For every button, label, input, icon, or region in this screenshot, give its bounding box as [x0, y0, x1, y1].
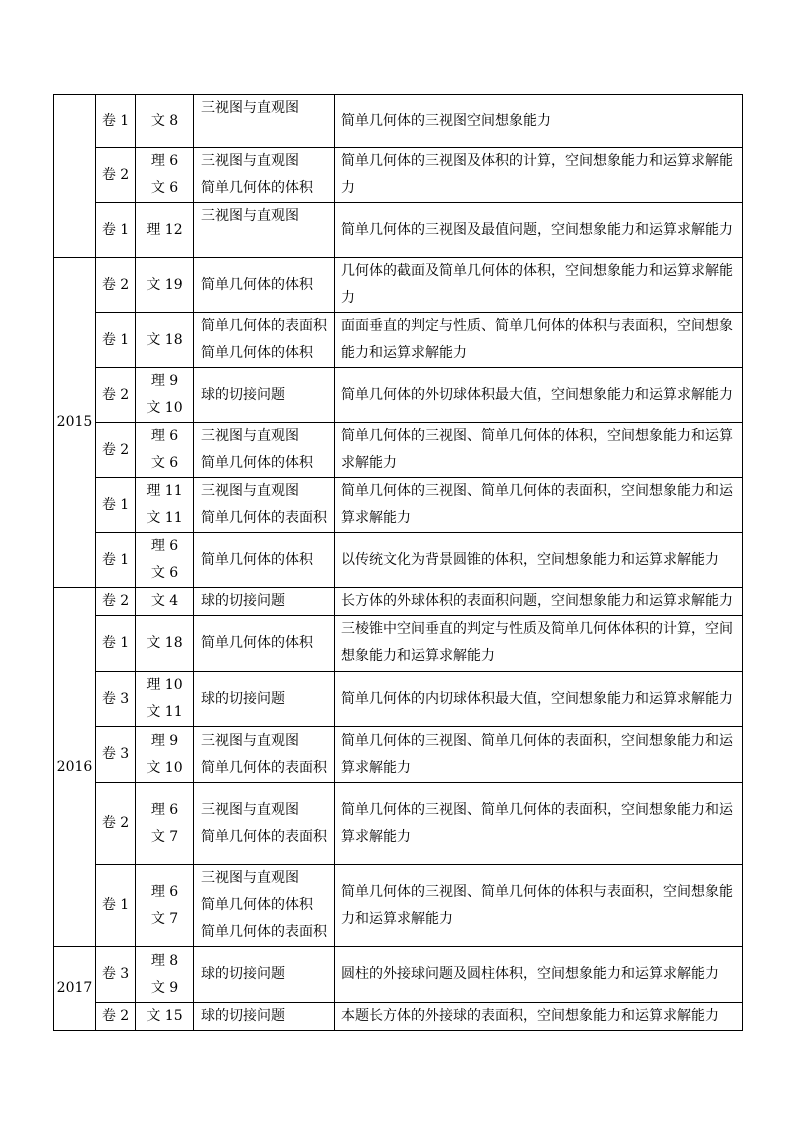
question-cell: 理 9 文 10: [136, 727, 194, 783]
paper-cell: 卷 2: [96, 783, 136, 865]
table-row: [54, 783, 743, 865]
year-cell: [54, 95, 96, 258]
year-cell: 2015: [54, 258, 96, 588]
topic-cell: 三视图与直观图 简单几何体的体积: [194, 148, 335, 203]
table-row: [54, 423, 743, 478]
note-cell: 圆柱的外接球问题及圆柱体积，空间想象能力和运算求解能力: [335, 947, 743, 1003]
note-cell: 面面垂直的判定与性质、简单几何体的体积与表面积，空间想象能力和运算求解能力: [335, 313, 743, 368]
question-cell: 文 18: [136, 313, 194, 368]
paper-cell: 卷 3: [96, 947, 136, 1003]
table-row: [54, 148, 743, 203]
paper-cell: 卷 1: [96, 478, 136, 533]
question-cell: 理 9 文 10: [136, 368, 194, 423]
note-cell: 简单几何体的三视图、简单几何体的表面积，空间想象能力和运算求解能力: [335, 727, 743, 783]
question-cell: 文 19: [136, 258, 194, 313]
topic-cell: 球的切接问题: [194, 672, 335, 727]
note-cell: 长方体的外球体积的表面积问题，空间想象能力和运算求解能力: [335, 588, 743, 616]
question-cell: 文 8: [136, 95, 194, 148]
topic-cell: 简单几何体的表面积 简单几何体的体积: [194, 313, 335, 368]
paper-cell: 卷 2: [96, 588, 136, 616]
year-cell: 2017: [54, 947, 96, 1031]
topic-cell: 三视图与直观图 简单几何体的表面积: [194, 783, 335, 865]
note-cell: 简单几何体的三视图、简单几何体的表面积，空间想象能力和运算求解能力: [335, 478, 743, 533]
note-cell: 简单几何体的三视图及体积的计算，空间想象能力和运算求解能力: [335, 148, 743, 203]
table-row: [54, 478, 743, 533]
note-cell: 以传统文化为背景圆锥的体积，空间想象能力和运算求解能力: [335, 533, 743, 588]
topic-cell: 球的切接问题: [194, 588, 335, 616]
note-cell: 三棱锥中空间垂直的判定与性质及简单几何体体积的计算，空间想象能力和运算求解能力: [335, 616, 743, 672]
paper-cell: 卷 1: [96, 313, 136, 368]
topic-cell: 球的切接问题: [194, 368, 335, 423]
question-cell: 理 12: [136, 203, 194, 258]
table-row: [54, 368, 743, 423]
topic-cell: 三视图与直观图 简单几何体的表面积: [194, 478, 335, 533]
question-cell: 理 6 文 6: [136, 533, 194, 588]
topic-cell: 简单几何体的体积: [194, 258, 335, 313]
paper-cell: 卷 2: [96, 1003, 136, 1031]
topic-cell: 三视图与直观图: [194, 95, 335, 148]
note-cell: 简单几何体的三视图空间想象能力: [335, 95, 743, 148]
year-cell: 2016: [54, 588, 96, 947]
topic-cell: 三视图与直观图 简单几何体的体积: [194, 423, 335, 478]
table-row: [54, 588, 743, 616]
question-cell: 理 6 文 7: [136, 783, 194, 865]
exam-analysis-table: [53, 94, 743, 1031]
note-cell: 简单几何体的三视图、简单几何体的体积与表面积，空间想象能力和运算求解能力: [335, 865, 743, 947]
paper-cell: 卷 1: [96, 865, 136, 947]
question-cell: 理 6 文 6: [136, 148, 194, 203]
paper-cell: 卷 1: [96, 95, 136, 148]
note-cell: 本题长方体的外接球的表面积，空间想象能力和运算求解能力: [335, 1003, 743, 1031]
table-row: [54, 95, 743, 148]
topic-cell: 简单几何体的体积: [194, 616, 335, 672]
topic-cell: 球的切接问题: [194, 1003, 335, 1031]
topic-cell: 三视图与直观图 简单几何体的体积 简单几何体的表面积: [194, 865, 335, 947]
topic-cell: 三视图与直观图 简单几何体的表面积: [194, 727, 335, 783]
question-cell: 理 10 文 11: [136, 672, 194, 727]
paper-cell: 卷 1: [96, 533, 136, 588]
question-cell: 理 6 文 6: [136, 423, 194, 478]
paper-cell: 卷 1: [96, 616, 136, 672]
table-row: [54, 533, 743, 588]
paper-cell: 卷 2: [96, 423, 136, 478]
paper-cell: 卷 3: [96, 672, 136, 727]
note-cell: 简单几何体的三视图及最值问题，空间想象能力和运算求解能力: [335, 203, 743, 258]
topic-cell: 简单几何体的体积: [194, 533, 335, 588]
topic-cell: 球的切接问题: [194, 947, 335, 1003]
question-cell: 文 4: [136, 588, 194, 616]
paper-cell: 卷 1: [96, 203, 136, 258]
paper-cell: 卷 3: [96, 727, 136, 783]
table-row: [54, 1003, 743, 1031]
question-cell: 理 6 文 7: [136, 865, 194, 947]
table-row: [54, 947, 743, 1003]
paper-cell: 卷 2: [96, 368, 136, 423]
question-cell: 理 11 文 11: [136, 478, 194, 533]
topic-cell: 三视图与直观图: [194, 203, 335, 258]
note-cell: 简单几何体的三视图、简单几何体的表面积，空间想象能力和运算求解能力: [335, 783, 743, 865]
note-cell: 简单几何体的外切球体积最大值，空间想象能力和运算求解能力: [335, 368, 743, 423]
table-row: [54, 313, 743, 368]
question-cell: 理 8 文 9: [136, 947, 194, 1003]
table-row: [54, 727, 743, 783]
table-row: [54, 865, 743, 947]
table-row: [54, 203, 743, 258]
note-cell: 几何体的截面及简单几何体的体积，空间想象能力和运算求解能力: [335, 258, 743, 313]
question-cell: 文 18: [136, 616, 194, 672]
table-row: [54, 672, 743, 727]
question-cell: 文 15: [136, 1003, 194, 1031]
note-cell: 简单几何体的内切球体积最大值，空间想象能力和运算求解能力: [335, 672, 743, 727]
table-row: [54, 616, 743, 672]
paper-cell: 卷 2: [96, 258, 136, 313]
note-cell: 简单几何体的三视图、简单几何体的体积，空间想象能力和运算求解能力: [335, 423, 743, 478]
paper-cell: 卷 2: [96, 148, 136, 203]
table-row: [54, 258, 743, 313]
